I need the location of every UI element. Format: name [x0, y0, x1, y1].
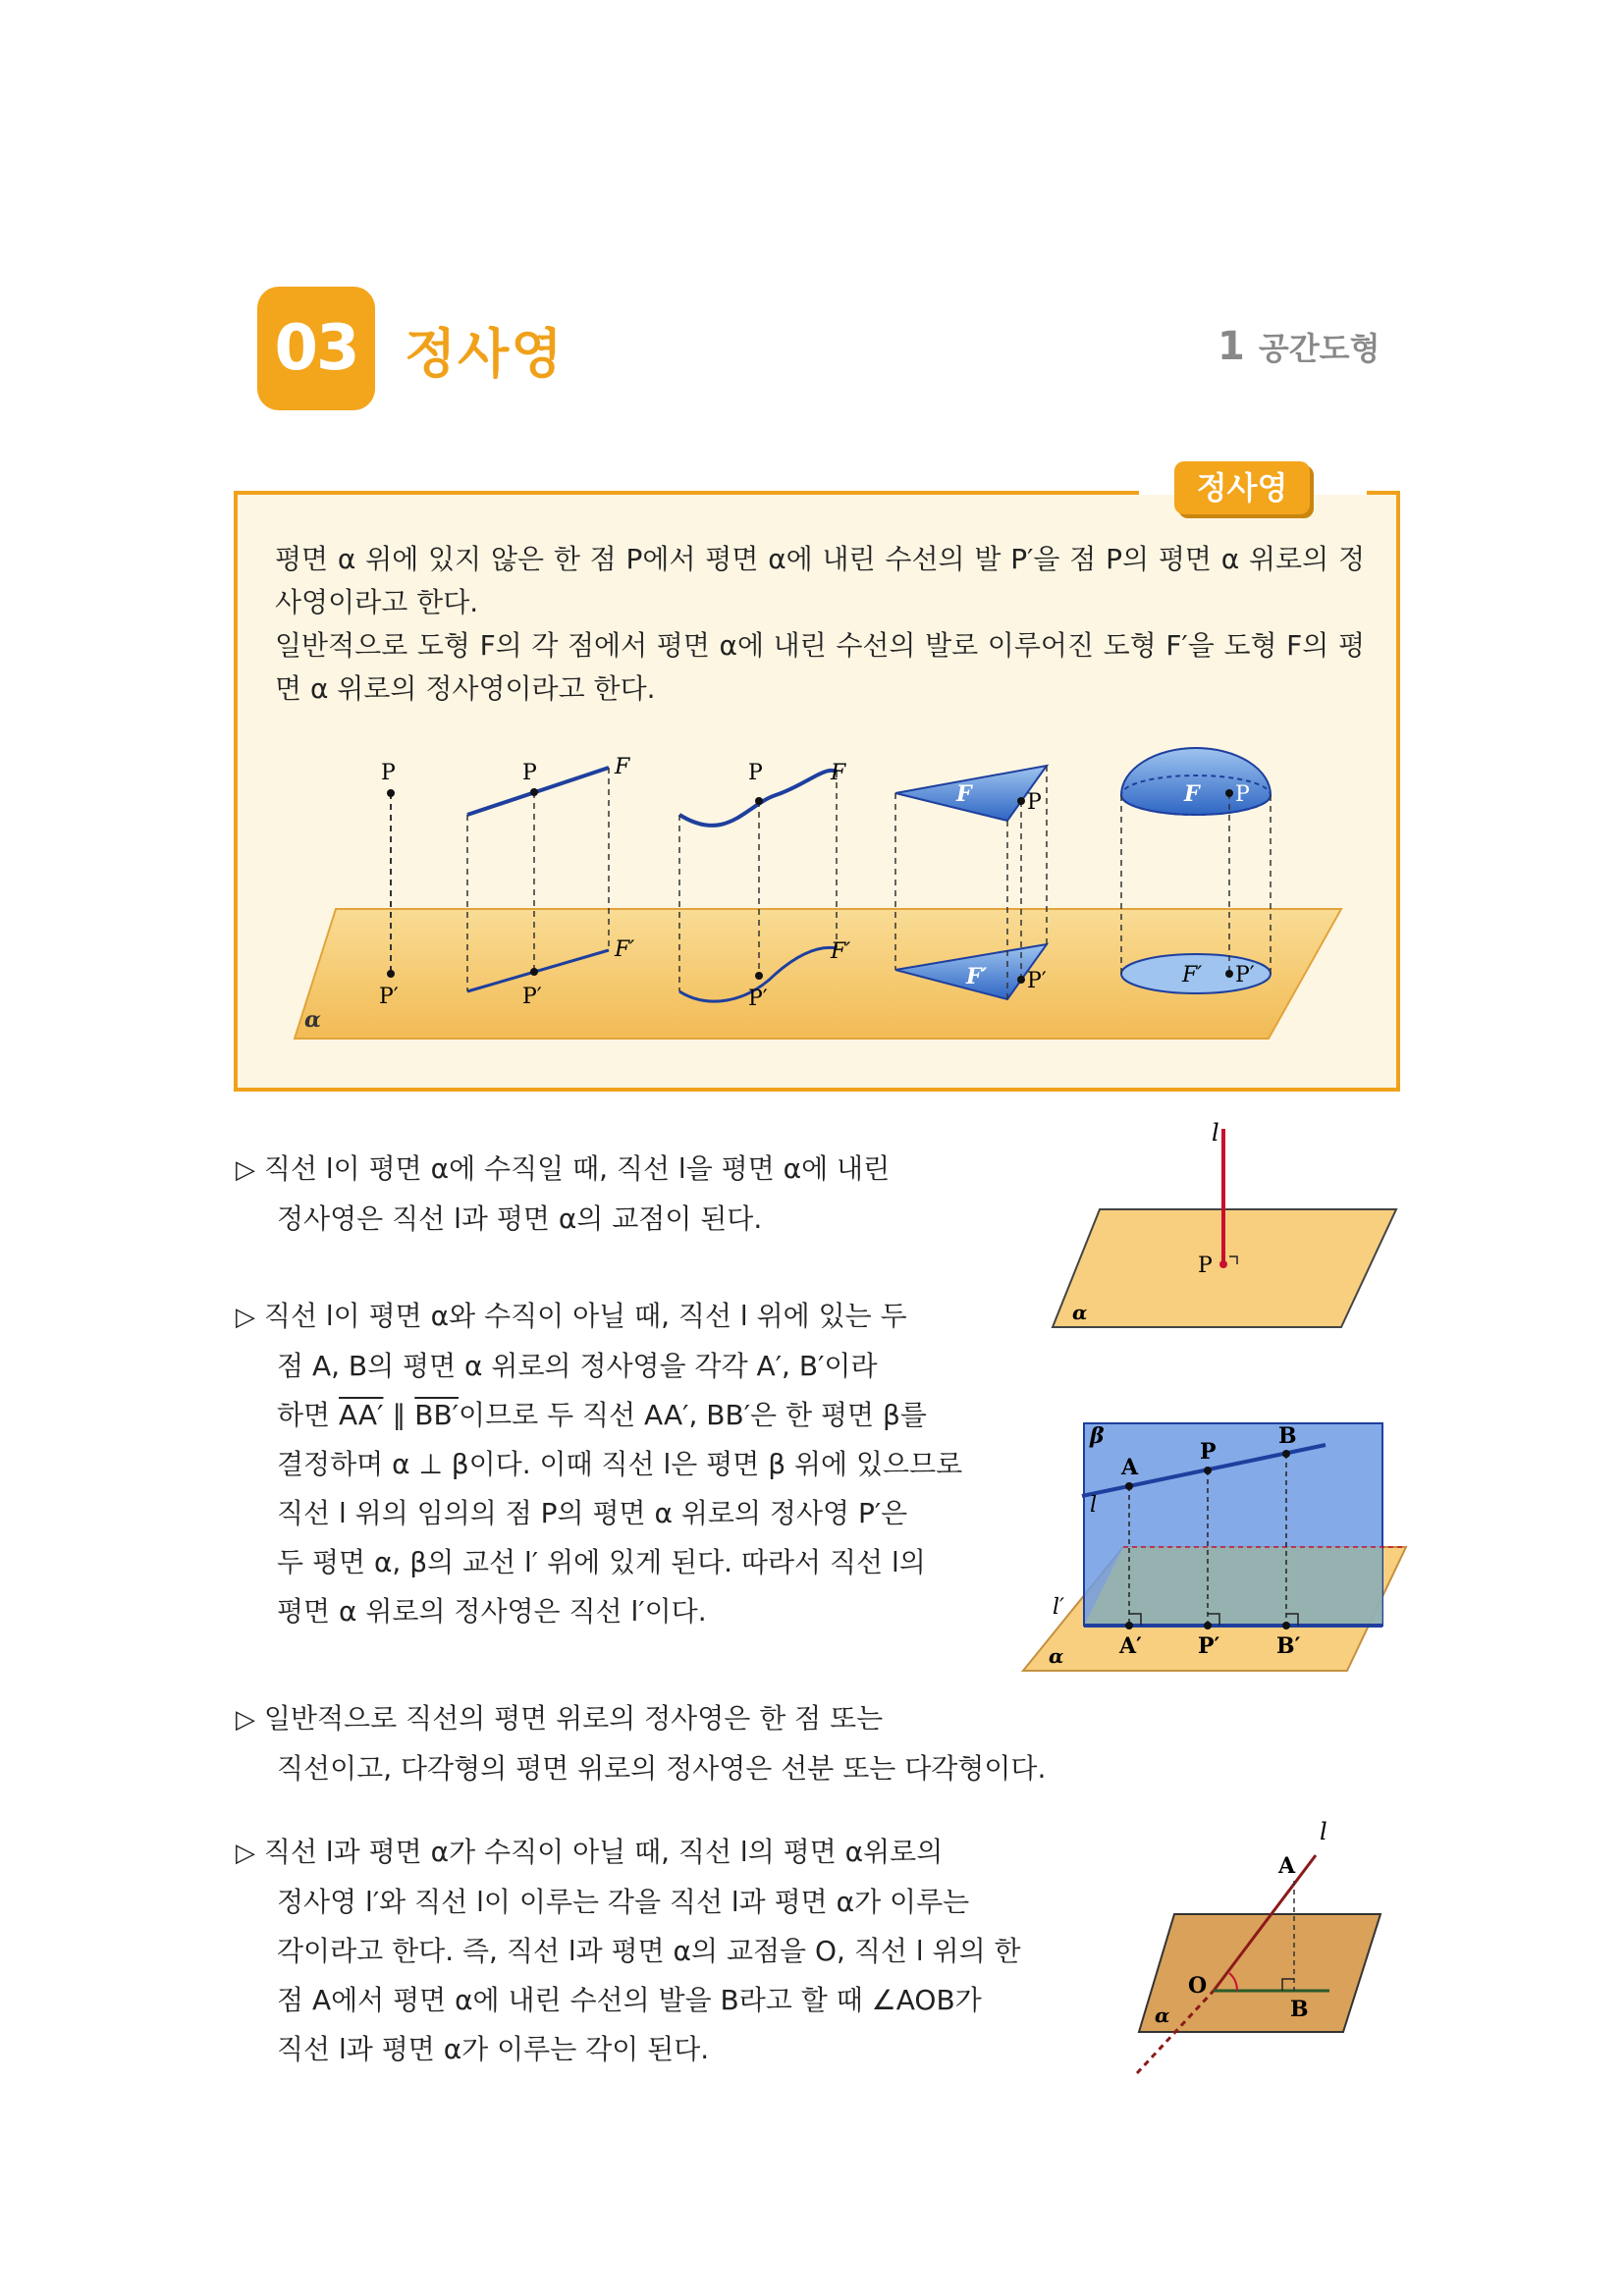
definition-line-1: 평면 α 위에 있지 않은 한 점 P에서 평면 α에 내린 수선의 발 P′을 점 P의 평면 α 위로의 정사영이라고 한다.: [275, 543, 1365, 618]
bullet-2-line-2: 점 A, B의 평면 α 위로의 정사영을 각각 A′, B′이라: [277, 1350, 878, 1382]
label-P-prime: P′: [1198, 1633, 1220, 1659]
plane-beta-figure: [1021, 1404, 1414, 1679]
label-O: O: [1188, 1973, 1208, 1999]
bullet-4-line-2: 정사영 l′와 직선 l이 이루는 각을 직선 l과 평면 α가 이루는: [277, 1886, 970, 1918]
label-P: P: [381, 761, 396, 785]
label-F-prime: F′: [831, 939, 851, 964]
label-P: P: [1235, 782, 1250, 807]
bullet-2-line-3: [236, 1391, 1021, 1440]
bullet-3: [236, 1694, 1119, 1793]
bullet-2-line-4: 결정하며 α ⊥ β이다. 이때 직선 l은 평면 β 위에 있으므로: [277, 1448, 963, 1480]
label-A-prime: A′: [1119, 1633, 1142, 1659]
segment-BB: BB′: [414, 1399, 460, 1431]
definition-tag: 정사영: [1174, 461, 1310, 514]
bullet-2: [236, 1292, 1021, 1636]
bullet-4-line-1: 직선 l과 평면 α가 수직이 아닐 때, 직선 l의 평면 α위로의: [263, 1836, 944, 1868]
label-F: F: [831, 761, 846, 785]
bullet-1: [236, 1145, 1021, 1244]
label-A: A: [1278, 1853, 1296, 1879]
bullet-marker: ▷: [236, 1839, 255, 1868]
label-P-prime: P′: [379, 985, 399, 1009]
label-F-prime: F′: [615, 937, 635, 962]
label-F: F: [956, 781, 972, 807]
parallel-symbol: ∥: [383, 1399, 415, 1431]
label-P-prime: P′: [522, 985, 542, 1009]
alpha-label: α: [1049, 1644, 1064, 1668]
label-F-prime: F′: [1182, 963, 1203, 988]
alpha-label: α: [1155, 2003, 1170, 2027]
label-l-prime: l′: [1053, 1595, 1065, 1620]
bullet-1-line-1: 직선 l이 평면 α에 수직일 때, 직선 l을 평면 α에 내린: [263, 1152, 891, 1185]
label-B: B: [1278, 1423, 1297, 1449]
text: 하면: [277, 1399, 339, 1431]
bullet-2-line-1: 직선 l이 평면 α와 수직이 아닐 때, 직선 l 위에 있는 두: [263, 1300, 907, 1332]
bullet-marker: ▷: [236, 1155, 255, 1185]
label-A: A: [1121, 1455, 1139, 1480]
page-title: 정사영: [405, 323, 565, 385]
definition-line-2: 일반적으로 도형 F의 각 점에서 평면 α에 내린 수선의 발로 이루어진 도형 F′을 도형 F의 평면 α 위로의 정사영이라고 한다.: [275, 629, 1365, 705]
bullet-2-line-6: 두 평면 α, β의 교선 l′ 위에 있게 된다. 따라서 직선 l의: [277, 1546, 926, 1578]
bullet-marker: ▷: [236, 1303, 255, 1332]
bullet-3-line-2: 직선이고, 다각형의 평면 위로의 정사영은 선분 또는 다각형이다.: [277, 1752, 1047, 1785]
bullet-4-line-3: 각이라고 한다. 즉, 직선 l과 평면 α의 교점을 O, 직선 l 위의 한: [277, 1935, 1021, 1967]
label-F: F: [615, 755, 630, 779]
label-l: l: [1090, 1493, 1098, 1518]
chapter-name: 공간도형: [1258, 330, 1380, 367]
bullet-2-line-5: 직선 l 위의 임의의 점 P의 평면 α 위로의 정사영 P′은: [277, 1497, 908, 1529]
label-F: F: [1184, 781, 1200, 807]
text: 이므로 두 직선 AA′, BB′은 한 평면 β를: [459, 1399, 927, 1431]
bullet-3-line-1: 일반적으로 직선의 평면 위로의 정사영은 한 점 또는: [263, 1702, 884, 1735]
projection-figure: [275, 746, 1375, 1070]
label-P: P: [748, 761, 763, 785]
bullet-1-line-2: 정사영은 직선 l과 평면 α의 교점이 된다.: [277, 1202, 763, 1235]
chapter-number: 1: [1218, 324, 1245, 369]
definition-text: [275, 538, 1365, 711]
bullet-2-line-7: 평면 α 위로의 정사영은 직선 l′이다.: [277, 1595, 707, 1628]
chapter-label: [1218, 324, 1380, 369]
segment-AA: AA′: [339, 1399, 384, 1431]
angle-figure: [1119, 1816, 1394, 2081]
bullet-4: [236, 1828, 1100, 2074]
label-F-prime: F′: [966, 964, 988, 989]
perpendicular-line-figure: [1051, 1119, 1404, 1335]
beta-label: β: [1090, 1423, 1105, 1449]
label-B-prime: B′: [1276, 1633, 1301, 1659]
alpha-label: α: [1072, 1301, 1088, 1324]
label-P: P: [1198, 1254, 1213, 1278]
alpha-label: α: [304, 1007, 321, 1033]
bullet-marker: ▷: [236, 1705, 255, 1735]
label-P-prime: P′: [1235, 963, 1255, 988]
label-B: B: [1290, 1997, 1309, 2022]
label-l: l: [1212, 1119, 1219, 1147]
label-P: P: [1200, 1439, 1217, 1465]
label-P: P: [1027, 790, 1042, 815]
label-l: l: [1320, 1818, 1327, 1845]
bullet-4-line-4: 점 A에서 평면 α에 내린 수선의 발을 B라고 할 때 ∠AOB가: [277, 1984, 982, 2016]
bullet-4-line-5: 직선 l과 평면 α가 이루는 각이 된다.: [277, 2033, 710, 2065]
section-number-badge: 03: [257, 287, 375, 410]
label-P: P: [522, 761, 537, 785]
label-P-prime: P′: [1027, 969, 1047, 993]
label-P-prime: P′: [748, 987, 768, 1011]
